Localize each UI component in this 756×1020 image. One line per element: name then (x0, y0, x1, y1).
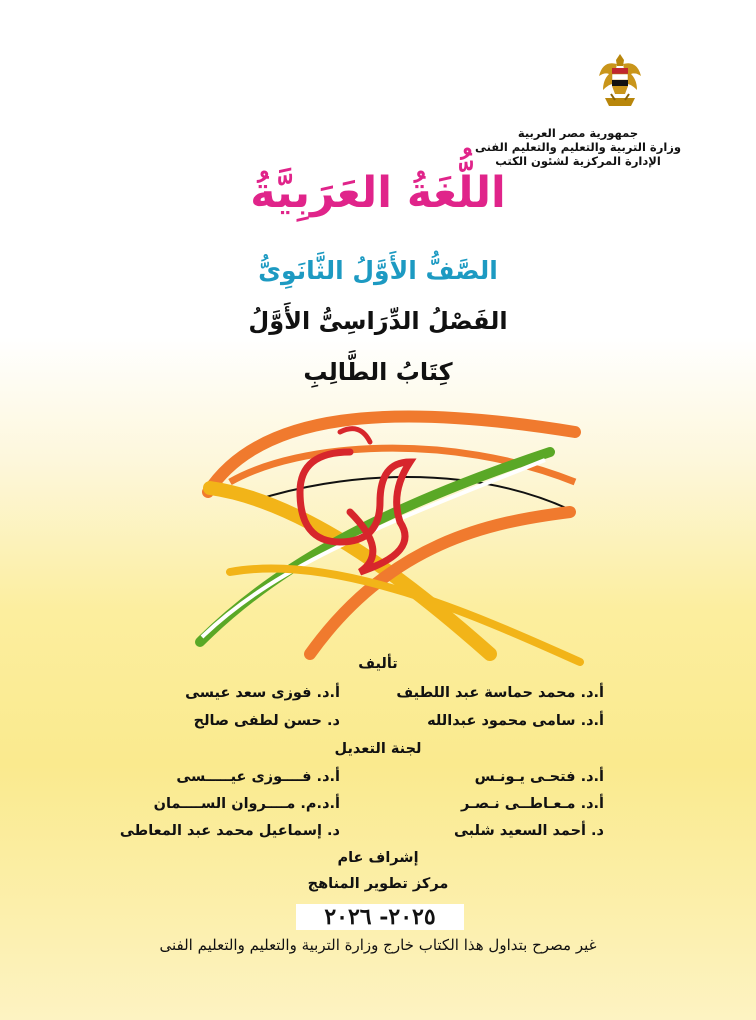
reviser-right-3: د. أحمد السعيد شلبى (453, 823, 604, 839)
subject-title: اللُّغَةُ العَرَبِيَّةُ (250, 168, 506, 218)
grade-title: الصَّفُّ الأَوَّلُ الثَّانَوِىُّ (258, 256, 498, 285)
department-name: الإدارة المركزية لشئون الكتب (495, 154, 661, 168)
author-left-2: د. حسن لطفى صالح (193, 713, 340, 729)
ministry-name: وزارة التربية والتعليم والتعليم الفنى (474, 140, 682, 154)
circulation-notice: غير مصرح بتداول هذا الكتاب خارج وزارة التربية والتعليم والتعليم الفنى (159, 936, 597, 954)
supervision-body: مركز تطوير المناهج (307, 876, 449, 892)
authorship-heading: تأليف (358, 656, 398, 672)
reviser-right-2: أ.د. مـعـاطــى نـصـر (461, 796, 604, 812)
reviser-left-2: أ.د.م. مــــروان الســــمان (153, 796, 340, 812)
supervision-heading: إشراف عام (337, 850, 419, 866)
academic-years: ٢٠٢٥- ٢٠٢٦ (296, 904, 464, 930)
book-type-title: كِتَابُ الطَّالِبِ (303, 358, 453, 386)
reviser-right-1: أ.د. فتحـى يـونـس (474, 769, 604, 785)
reviser-left-3: د. إسماعيل محمد عبد المعاطى (119, 823, 340, 839)
reviser-left-1: أ.د. فــــوزى عيـــــسى (176, 769, 340, 785)
eagle-emblem-icon (597, 50, 643, 116)
calligraphy-ribbon-artwork (190, 392, 585, 674)
revision-heading: لجنة التعديل (334, 741, 422, 757)
author-left-1: أ.د. فوزى سعد عيسى (185, 685, 340, 701)
author-right-2: أ.د. سامى محمود عبدالله (427, 713, 604, 729)
country-name: جمهورية مصر العربية (517, 126, 639, 140)
author-right-1: أ.د. محمد حماسة عبد اللطيف (396, 685, 604, 701)
term-title: الفَصْلُ الدِّرَاسِىُّ الأَوَّلُ (248, 307, 508, 335)
ministry-header (458, 126, 698, 168)
